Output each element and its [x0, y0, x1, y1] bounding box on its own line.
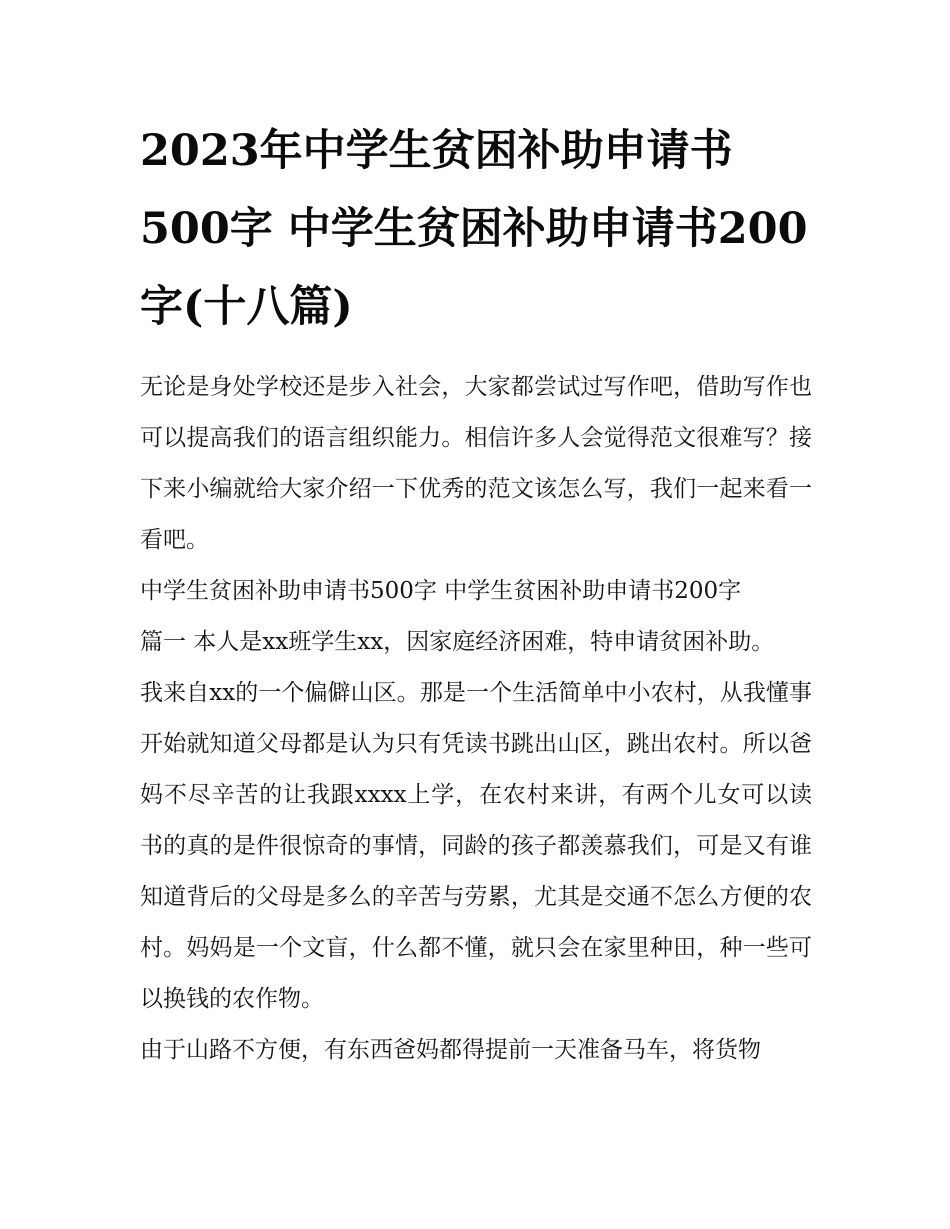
paragraph-subtitle: 中学生贫困补助申请书500字 中学生贫困补助申请书200字	[140, 578, 742, 604]
document-body	[140, 112, 812, 1076]
document-title: 2023年中学生贫困补助申请书500字 中学生贫困补助申请书200字(十八篇)	[140, 126, 808, 332]
paragraph-intro: 无论是身处学校还是步入社会，大家都尝试过写作吧，借助写作也可以提高我们的语言组织能力。相信许多人会觉得范文很难写？接下来小编就给大家介绍一下优秀的范文该怎么写，我们一起来看一看吧。	[140, 374, 812, 553]
paragraph-road: 由于山路不方便，有东西爸妈都得提前一天准备马车，将货物	[140, 1037, 761, 1063]
paragraph-section-one: 篇一 本人是xx班学生xx，因家庭经济困难，特申请贫困补助。	[140, 629, 775, 655]
paragraph-background: 我来自xx的一个偏僻山区。那是一个生活简单中小农村，从我懂事开始就知道父母都是认为只有凭读书跳出山区，跳出农村。所以爸妈不尽辛苦的让我跟xxxx上学，在农村来讲，有两个儿女可以读书的真的是件很惊奇的事情，同龄的孩子都羡慕我们，可是又有谁知道背后的父母是多么的辛苦与劳累，尤其是交通不怎么方便的农村。妈妈是一个文盲，什么都不懂，就只会在家里种田，种一些可以换钱的农作物。	[140, 680, 812, 1012]
